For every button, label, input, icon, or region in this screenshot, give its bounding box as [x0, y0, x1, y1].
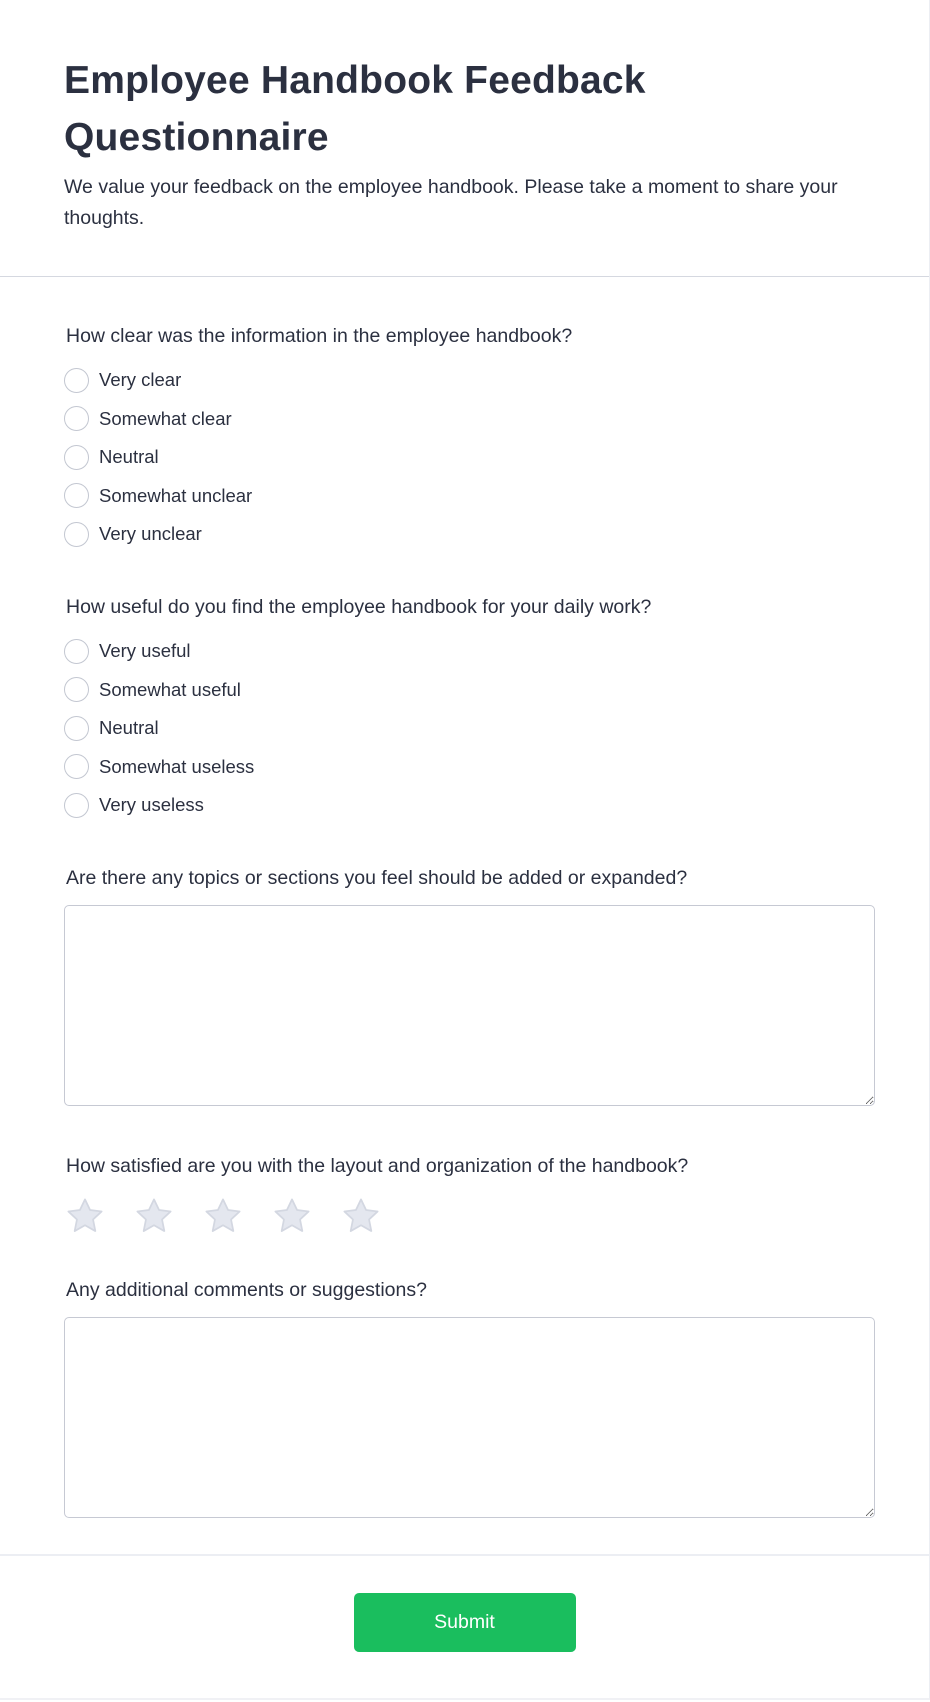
radio-button[interactable] [64, 754, 89, 779]
radio-button[interactable] [64, 406, 89, 431]
question-comments [64, 1277, 875, 1518]
form-footer [0, 1554, 929, 1698]
option-label: Neutral [99, 717, 159, 739]
radio-button[interactable] [64, 445, 89, 470]
radio-group-usefulness [64, 632, 651, 825]
radio-option[interactable] [64, 709, 651, 748]
question-label: How useful do you find the employee handbook for your daily work? [66, 596, 652, 618]
star-icon[interactable] [64, 1195, 106, 1237]
page-title: Employee Handbook Feedback Questionnaire [64, 59, 646, 159]
radio-option[interactable] [64, 361, 572, 400]
page-subtitle: We value your feedback on the employee handbook. Please take a moment to share your thoughts. [64, 176, 838, 229]
option-label: Somewhat useless [99, 755, 255, 777]
radio-button[interactable] [64, 522, 89, 547]
question-usefulness [64, 594, 651, 825]
comments-textarea[interactable] [64, 1317, 875, 1518]
radio-option[interactable] [64, 748, 651, 787]
radio-option[interactable] [64, 515, 572, 554]
radio-option[interactable] [64, 632, 651, 671]
question-label: How satisfied are you with the layout and organization of the handbook? [66, 1155, 689, 1177]
star-icon[interactable] [340, 1195, 382, 1237]
radio-option[interactable] [64, 438, 572, 477]
question-topics [64, 865, 875, 1106]
form-header [0, 0, 929, 277]
radio-option[interactable] [64, 400, 572, 439]
option-label: Very clear [99, 369, 182, 391]
option-label: Neutral [99, 446, 159, 468]
radio-option[interactable] [64, 671, 651, 710]
star-rating [64, 1195, 688, 1237]
topics-textarea[interactable] [64, 905, 875, 1106]
radio-button[interactable] [64, 677, 89, 702]
option-label: Very unclear [99, 523, 202, 545]
submit-button[interactable]: Submit [354, 1593, 576, 1652]
radio-button[interactable] [64, 368, 89, 393]
option-label: Somewhat clear [99, 407, 232, 429]
question-label: Are there any topics or sections you feel should be added or expanded? [66, 867, 688, 889]
question-clarity [64, 323, 572, 554]
question-label: Any additional comments or suggestions? [66, 1279, 427, 1301]
question-satisfaction [64, 1153, 688, 1237]
question-label: How clear was the information in the employee handbook? [66, 325, 573, 347]
star-icon[interactable] [271, 1195, 313, 1237]
option-label: Very useless [99, 794, 204, 816]
radio-group-clarity [64, 361, 572, 554]
radio-button[interactable] [64, 716, 89, 741]
option-label: Very useful [99, 640, 191, 662]
radio-option[interactable] [64, 477, 572, 516]
star-icon[interactable] [202, 1195, 244, 1237]
radio-button[interactable] [64, 483, 89, 508]
radio-button[interactable] [64, 639, 89, 664]
option-label: Somewhat unclear [99, 484, 253, 506]
radio-option[interactable] [64, 786, 651, 825]
option-label: Somewhat useful [99, 678, 241, 700]
radio-button[interactable] [64, 793, 89, 818]
star-icon[interactable] [133, 1195, 175, 1237]
